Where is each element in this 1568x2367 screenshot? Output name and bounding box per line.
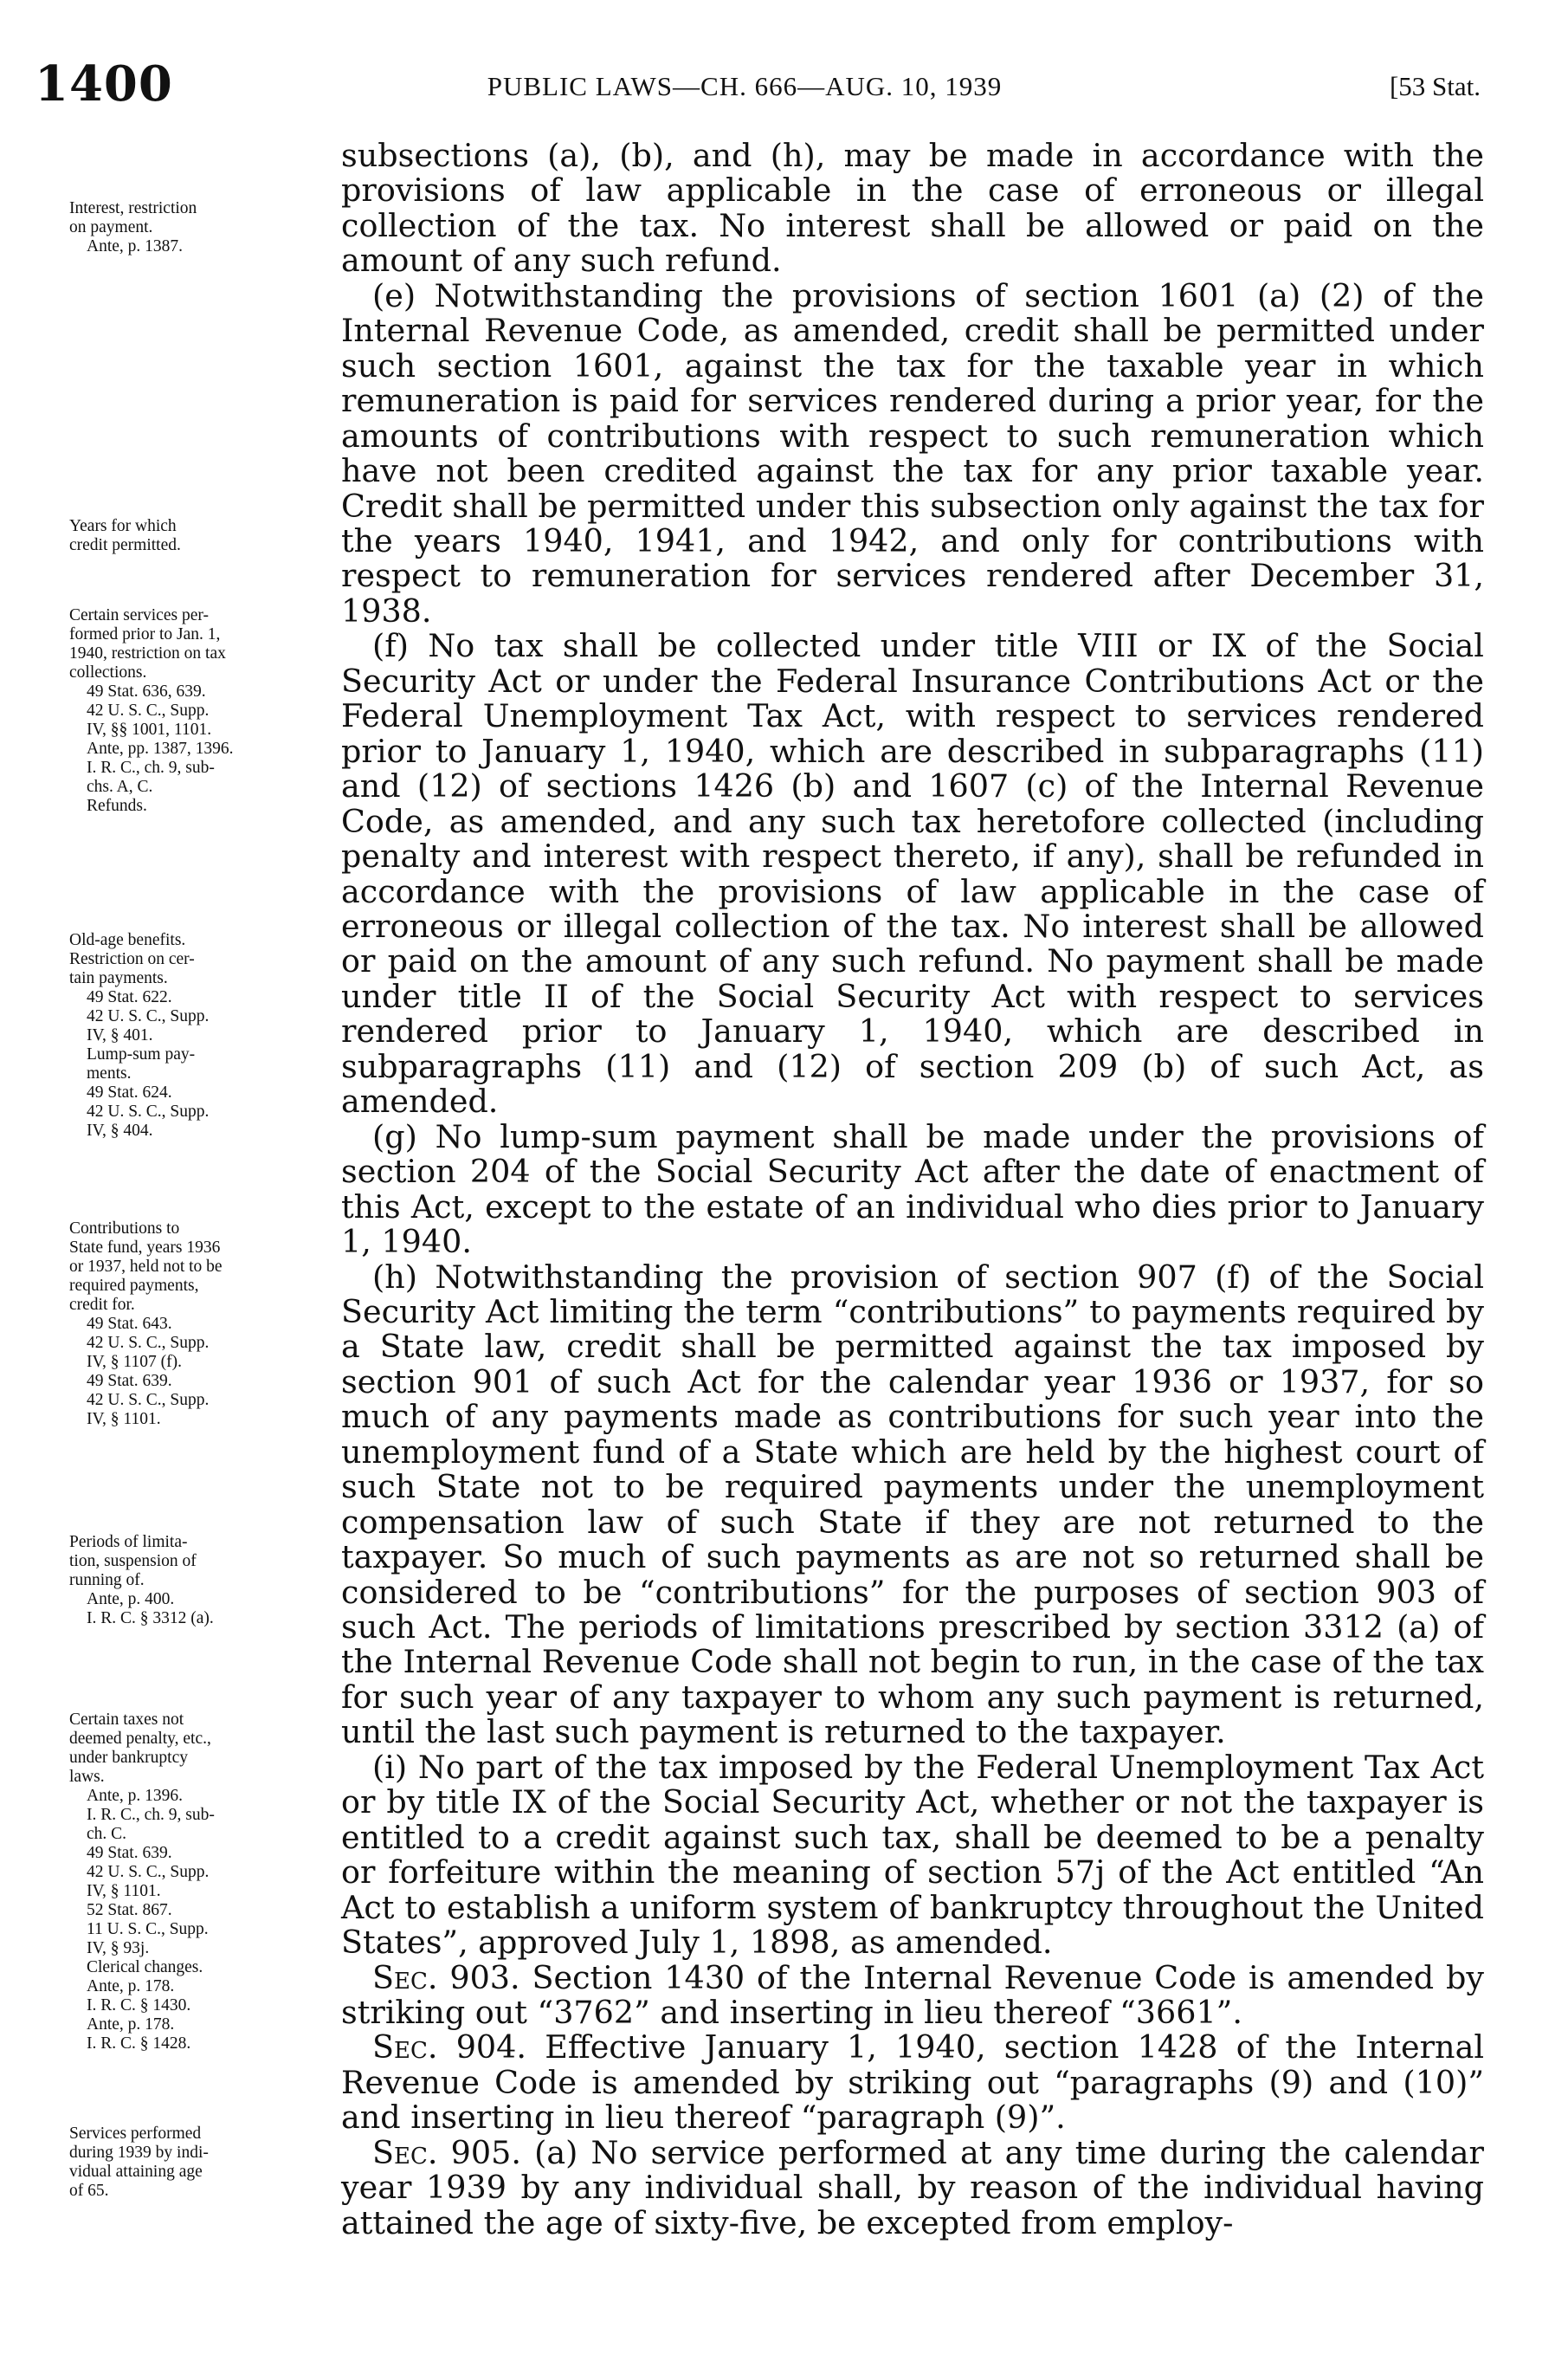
body-paragraph — [341, 276, 1484, 630]
body-paragraph — [341, 1117, 1484, 1261]
margin-note-reference: 42 U. S. C., Supp. — [87, 1334, 210, 1352]
margin-note-line: State fund, years 1936 — [69, 1238, 221, 1257]
margin-note-reference: Lump-sum pay- — [87, 1045, 196, 1064]
margin-note-line: Contributions to — [69, 1219, 180, 1238]
margin-note-line: deemed penalty, etc., — [69, 1730, 211, 1748]
volume-reference: [53 Stat. — [1389, 71, 1481, 101]
margin-note-line: under bankruptcy — [69, 1749, 188, 1767]
margin-note-reference: IV, § 1101. — [87, 1882, 161, 1900]
margin-note-reference: 49 Stat. 639. — [87, 1372, 172, 1390]
margin-note-reference: Ante, p. 400. — [87, 1590, 175, 1608]
margin-note-reference: 11 U. S. C., Supp. — [87, 1920, 209, 1938]
paragraph-text: subsections (a), (b), and (h), may be made in accordance with the provisions of law applicable in the case of erroneous or illegal collection of the tax. No interest shall be allowed or paid on the amount of any such refund. — [341, 137, 1484, 280]
statute-body — [341, 139, 1484, 2241]
margin-notes — [0, 0, 320, 2367]
margin-note-reference: 42 U. S. C., Supp. — [87, 702, 210, 720]
paragraph-text: 904. Effective January 1, 1940, section 1428 of the Internal Revenue Code is amended by striking out “paragraphs (9) and (10)” and inserting in lieu thereof “paragraph (9)”. — [341, 2028, 1484, 2137]
body-paragraph — [341, 1260, 1484, 1750]
margin-note-reference: Clerical changes. — [87, 1958, 203, 1976]
margin-note-contributions — [69, 1219, 310, 1429]
margin-note-reference: 49 Stat. 624. — [87, 1083, 172, 1102]
section-label: Sec. — [372, 2028, 438, 2066]
body-paragraph — [341, 629, 1484, 1119]
margin-note-line: laws. — [69, 1768, 105, 1786]
margin-note-line: formed prior to Jan. 1, — [69, 625, 221, 643]
margin-note-line: on payment. — [69, 218, 153, 236]
margin-note-reference: IV, § 93j. — [87, 1939, 150, 1957]
paragraph-text: 903. Section 1430 of the Internal Revenue Code is amended by striking out “3762” and inserting in lieu thereof “3661”. — [341, 1958, 1484, 2032]
margin-note-reference: 42 U. S. C., Supp. — [87, 1103, 210, 1121]
margin-note-reference: IV, § 404. — [87, 1122, 153, 1140]
margin-note-line: Periods of limita- — [69, 1533, 188, 1551]
margin-note-reference: IV, §§ 1001, 1101. — [87, 721, 212, 739]
margin-note-reference: Refunds. — [87, 797, 147, 815]
body-paragraph — [341, 1958, 1484, 2032]
margin-note-reference: 42 U. S. C., Supp. — [87, 1391, 210, 1409]
margin-note-reference: ments. — [87, 1064, 132, 1083]
margin-note-reference: 42 U. S. C., Supp. — [87, 1007, 210, 1025]
page-number: 1400 — [35, 55, 173, 113]
margin-note-line: Certain taxes not — [69, 1711, 184, 1729]
body-paragraph — [341, 2133, 1484, 2241]
margin-note-certain-services — [69, 606, 310, 816]
running-head: PUBLIC LAWS—CH. 666—AUG. 10, 1939 — [487, 71, 1003, 101]
section-label: Sec. — [372, 2133, 438, 2171]
paragraph-text: (i) No part of the tax imposed by the Federal Unemployment Tax Act or by title IX of the Social Security Act, whether or not the taxpayer is entitled to a credit against such tax, shall be deemed to be a penalty or forfeiture within the meaning of section 57j of the Act entitled “An Act to establish a uniform system of bankruptcy throughout the United States”, approved July 1, 1898, as amended. — [341, 1748, 1484, 1962]
margin-note-reference: 49 Stat. 636, 639. — [87, 682, 206, 701]
paragraph-text: (h) Notwithstanding the provision of section 907 (f) of the Social Security Act limiting the term “contributions” to payments required by a State law, credit shall be permitted against the tax imposed by section 901 of such Act for the calendar year 1936 or 1937, for so much of any payments made as contributions for such year into the unemployment fund of a State which are held by the highest court of such State not to be required payments under the unemployment compensation law of such State if they are not returned to the taxpayer. So much of such payments as are not so returned shall be considered to be “contributions” for the purposes of section 903 of such Act. The periods of limitations prescribed by section 3312 (a) of the Internal Revenue Code shall not begin to run, in the case of the tax for such year of any taxpayer to whom any such payment is returned, until the last such payment is returned to the taxpayer. — [341, 1258, 1484, 1751]
margin-note-reference: I. R. C., ch. 9, sub- — [87, 759, 215, 777]
margin-note-line: collections. — [69, 663, 147, 682]
margin-note-services-1939 — [69, 2124, 310, 2201]
margin-note-line: Interest, restriction — [69, 199, 197, 217]
margin-note-line: vidual attaining age — [69, 2163, 203, 2181]
margin-note-old-age — [69, 931, 310, 1141]
paragraph-text: 905. (a) No service performed at any time during the calendar year 1939 by any individual shall, by reason of the individual having attained the age of sixty-five, be excepted from employ- — [341, 2133, 1484, 2241]
paragraph-text: (g) No lump-sum payment shall be made under the provisions of section 204 of the Social Security Act after the date of enactment of this Act, except to the estate of an individual who dies prior to January 1, 1940. — [341, 1117, 1484, 1261]
margin-note-line: or 1937, held not to be — [69, 1258, 223, 1276]
margin-note-reference: Ante, p. 178. — [87, 2015, 175, 2034]
margin-note-reference: I. R. C. § 3312 (a). — [87, 1609, 214, 1627]
margin-note-reference: 49 Stat. 639. — [87, 1844, 172, 1862]
margin-note-years-credit — [69, 517, 310, 555]
margin-note-line: Old-age benefits. — [69, 931, 186, 949]
margin-note-line: credit for. — [69, 1296, 135, 1314]
margin-note-line: required payments, — [69, 1277, 199, 1295]
margin-note-reference: I. R. C. § 1428. — [87, 2034, 191, 2053]
margin-note-reference: Ante, p. 178. — [87, 1977, 175, 1995]
margin-note-reference: ch. C. — [87, 1825, 127, 1843]
section-label: Sec. — [372, 1958, 438, 1996]
margin-note-reference: 42 U. S. C., Supp. — [87, 1863, 210, 1881]
margin-note-reference: Ante, p. 1396. — [87, 1787, 184, 1805]
margin-note-line: credit permitted. — [69, 536, 181, 554]
margin-note-reference: I. R. C. § 1430. — [87, 1996, 191, 2015]
margin-note-line: 1940, restriction on tax — [69, 644, 226, 663]
margin-note-line: tion, suspension of — [69, 1552, 197, 1570]
margin-note-line: running of. — [69, 1571, 145, 1589]
margin-note-line: Certain services per- — [69, 606, 209, 624]
margin-note-certain-taxes — [69, 1711, 310, 2053]
margin-note-line: of 65. — [69, 2182, 109, 2200]
margin-note-reference: Ante, p. 1387. — [87, 237, 184, 255]
margin-note-reference: chs. A, C. — [87, 778, 153, 796]
body-paragraph — [341, 1750, 1484, 1961]
margin-note-line: tain payments. — [69, 969, 168, 987]
margin-note-reference: I. R. C., ch. 9, sub- — [87, 1806, 215, 1824]
margin-note-reference: 49 Stat. 622. — [87, 988, 172, 1006]
margin-note-reference: 52 Stat. 867. — [87, 1901, 172, 1919]
paragraph-text: (e) Notwithstanding the provisions of section 1601 (a) (2) of the Internal Revenue Code, as amended, credit shall be permitted under such section 1601, against the tax for the taxable year in which remuneration is paid for services rendered during a prior year, for the amounts of contributions with respect to such remuneration which have not been credited against the tax for any prior taxable year. Credit shall be permitted under this subsection only against the tax for the years 1940, 1941, and 1942, and only for contributions with respect to remuneration for services rendered after December 31, 1938. — [341, 276, 1484, 630]
margin-note-line: during 1939 by indi- — [69, 2144, 209, 2162]
margin-note-reference: IV, § 1107 (f). — [87, 1353, 182, 1371]
margin-note-reference: 49 Stat. 643. — [87, 1315, 172, 1333]
margin-note-line: Years for which — [69, 517, 177, 535]
body-paragraph — [341, 139, 1484, 279]
margin-note-periods — [69, 1533, 310, 1628]
paragraph-text: (f) No tax shall be collected under title VIII or IX of the Social Security Act or under the Federal Insurance Contributions Act or the Federal Unemployment Tax Act, with respect to services rendered prior to January 1, 1940, which are described in subparagraphs (11) and (12) of sections 1426 (b) and 1607 (c) of the Internal Revenue Code, as amended, and any such tax heretofore collected (including penalty and interest with respect thereto, if any), shall be refunded in accordance with the provisions of law applicable in the case of erroneous or illegal collection of the tax. No interest shall be allowed or paid on the amount of any such refund. No payment shall be made under title II of the Social Security Act with respect to services rendered prior to January 1, 1940, which are described in subparagraphs (11) and (12) of section 209 (b) of such Act, as amended. — [341, 627, 1484, 1121]
margin-note-interest — [69, 199, 310, 256]
margin-note-reference: IV, § 1101. — [87, 1410, 161, 1428]
margin-note-reference: Ante, pp. 1387, 1396. — [87, 740, 234, 758]
body-paragraph — [341, 2030, 1484, 2135]
margin-note-line: Services performed — [69, 2124, 202, 2143]
margin-note-reference: IV, § 401. — [87, 1026, 153, 1044]
margin-note-line: Restriction on cer- — [69, 950, 195, 968]
